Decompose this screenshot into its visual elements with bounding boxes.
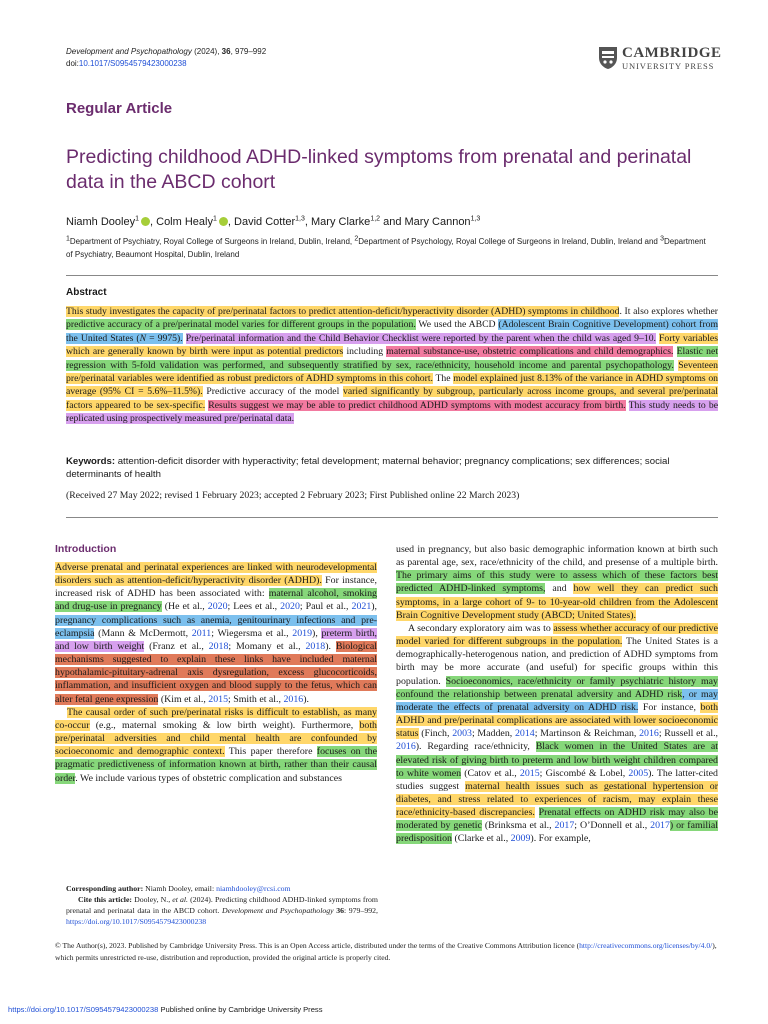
keywords-label: Keywords: — [66, 456, 116, 467]
journal-doi: doi:10.1017/S0954579423000238 — [66, 59, 187, 68]
citation-link[interactable]: 2017 — [554, 820, 575, 832]
article-title: Predicting childhood ADHD-linked symptoms from prenatal and perinatal data in the ABCD cohort — [66, 146, 692, 193]
affiliations: $^1$Department of Psychiatry, Royal College of Surgeons in Ireland, Dublin, Ireland, $^2$Department of Psychology, Royal College of Surgeons in Ireland, Dublin, Ireland and $^3$Department of Psychiatry, Beaumont Hospital, Dublin, Ireland — [66, 235, 706, 259]
citation-link[interactable]: 2011 — [191, 627, 212, 639]
cambridge-shield-icon — [598, 46, 618, 70]
citation-link[interactable]: 2014 — [514, 728, 535, 740]
citation-link[interactable]: 2015 — [519, 767, 540, 779]
citation-link[interactable]: 2018 — [208, 640, 229, 652]
license-link[interactable]: http://creativecommons.org/licenses/by/4.0/ — [579, 941, 713, 950]
divider — [66, 517, 718, 518]
intro-column-right: used in pregnancy, but also basic demographic information known at birth such as parental age, sex, race/ethnicity of the child, and presense of a multiple birth. The primary aims of this study were to assess which of these factors best predicted ADHD-linked symptoms, and how well they can predict such symptoms, in a large cohort of 9- to 10-year-old children from the Adolescent Brain Cognitive Development study (ABCD; United States). A secondary exploratory aim was to assess whether accuracy of our predictive model varied for different subgroups in the population. The United States is a demographically-heterogenous nation, and prediction of ADHD symptoms from birth may be more accurate (and useful) for specific groups within this population. Socioeconomics, race/ethnicity or family psychiatric history may confound the relationship between prenatal adversity and ADHD risk, or may moderate the effects of prenatal adversity on ADHD risk. For instance, both ADHD and pre/perinatal complications are associated with lower socioeconomic status (Finch, 2003; Madden, 2014; Martinson & Reichman, 2016; Russell et al., 2016). Regarding race/ethnicity, Black women in the United States are at elevated risk of giving birth to preterm and low birth weight children compared to white women (Catov et al., 2015; Giscombé & Lobel, 2005). The latter-cited studies suggest maternal health issues such as gestational hypertension or diabetes, and stress related to experiences of racism, may explain these race/ethnicity-based discrepancies. Prenatal effects on ADHD risk may also be moderated by genetic (Brinksma et al., 2017; O’Donnell et al., 2017) or familial predisposition (Clarke et al., 2009). For example, — [396, 544, 719, 845]
email-link[interactable]: niamhdooley@rcsi.com — [216, 884, 291, 893]
citation-link[interactable]: 2020 — [280, 601, 300, 613]
journal-volume: 36 — [221, 47, 231, 56]
citation-link[interactable]: 2016 — [283, 693, 304, 705]
publisher-subname: UNIVERSITY PRESS — [622, 61, 715, 71]
citation-link[interactable]: 2009 — [510, 833, 531, 845]
citation-link[interactable]: 2005 — [628, 767, 649, 779]
citation-link[interactable]: 2016 — [396, 741, 416, 753]
author: Colm Healy$^1$ , — [156, 215, 235, 228]
keywords: Keywords: attention-deficit disorder with hyperactivity; fetal development; maternal behavior; pregnancy complications; sex differences; social determinants of health — [66, 456, 670, 480]
article-type: Regular Article — [66, 100, 173, 117]
license-note: © The Author(s), 2023. Published by Cambridge University Press. This is an Open Access article, distributed under the terms of the Creative Commons Attribution licence (http://creativecommons.org/licenses/by/4.0/), which permits unrestricted re-use, distribution and reproduction, provided the original article is properly cited. — [55, 941, 717, 962]
citation-link[interactable]: 2017 — [650, 820, 670, 832]
corresponding-author-note: Corresponding author: Niamh Dooley, email: niamhdooley@rcsi.com Cite this article: Dooley, N., et al. (2024). Predicting childhood ADHD-linked symptoms from prenatal and perinatal data in the ABCD cohort. Development and Psychopathology 36: 979–992, https://doi.org/10.1017/S0954579423000238 — [66, 884, 379, 926]
footer-doi-link[interactable]: https://doi.org/10.1017/S0954579423000238 — [8, 1005, 159, 1014]
intro-column-left: Adverse prenatal and perinatal experiences are linked with neurodevelopmental disorders such as attention-deficit/hyperactivity disorder (ADHD). For instance, increased risk of ADHD has been associated with: maternal alcohol, smoking and drug-use in pregnancy (He et al., 2020; Lees et al., 2020; Paul et al., 2021), pregnancy complications such as anemia, genitourinary infections and pre-eclampsia (Mann & McDermott, 2011; Wiegersma et al., 2019), preterm birth, and low birth weight (Franz et al., 2018; Momany et al., 2018). Biological mechanisms suggested to explain these links have included maternal hypothalamic-pituitary-adrenal axis dysregulation, excess glucocorticoids, inflammation, and insufficient oxygen and blood supply to the fetus, which can alter fetal gene expression (Kim et al., 2015; Smith et al., 2016). The causal order of such pre/perinatal risks is difficult to establish, as many co-occur (e.g., maternal smoking & low birth weight). Furthermore, both pre/perinatal adversities and child mental health are confounded by socioeconomic and demographic context. This paper therefore focuses on the pragmatic predictiveness of information known at birth, rather than their causal order. We include various types of obstetric complication and substances — [55, 562, 378, 784]
section-heading-introduction: Introduction — [55, 543, 117, 555]
received-dates: (Received 27 May 2022; revised 1 February 2023; accepted 2 February 2023; First Published online 22 March 2023) — [66, 490, 520, 501]
publisher-logo — [598, 45, 720, 73]
journal-citation: Development and Psychopathology (2024), 36, 979–992 — [66, 47, 267, 56]
citation-link[interactable]: 2015 — [208, 693, 229, 705]
citation-link[interactable]: 2003 — [452, 728, 472, 740]
journal-header — [66, 46, 266, 70]
author: Mary Clarke$^{1,2}$ and — [311, 215, 405, 228]
orcid-icon[interactable] — [219, 217, 228, 226]
author-list — [66, 214, 480, 230]
journal-name: Development and Psychopathology — [66, 47, 192, 56]
citation-link[interactable]: 2019 — [292, 627, 313, 639]
author: Niamh Dooley$^1$ , — [66, 215, 157, 228]
orcid-icon[interactable] — [141, 217, 150, 226]
doi-link[interactable]: 10.1017/S0954579423000238 — [78, 59, 187, 68]
author: David Cotter$^{1,3}$, — [234, 215, 312, 228]
citation-link[interactable]: 2018 — [305, 640, 326, 652]
citation-link[interactable]: 2021 — [351, 601, 372, 613]
page-footer: https://doi.org/10.1017/S0954579423000238 Published online by Cambridge University Press — [8, 1005, 323, 1014]
publisher-name: CAMBRIDGE — [622, 45, 722, 61]
citation-link[interactable]: 2016 — [639, 728, 659, 740]
abstract-body: This study investigates the capacity of pre/perinatal factors to predict attention-deficit/hyperactivity disorder (ADHD) symptoms in childhood. It also explores whether predictive accuracy of a pre/perinatal model varies for different groups in the population. We used the ABCD (Adolescent Brain Cognitive Development) cohort from the United States (N = 9975). Pre/perinatal information and the Child Behavior Checklist were reported by the parent when the child was aged 9–10. Forty variables which are generally known by birth were input as potential predictors including maternal substance-use, obstetric complications and child demographics. Elastic net regression with 5-fold validation was performed, and subsequently stratified by sex, race/ethnicity, household income and parental psychopathology. Seventeen pre/perinatal variables were identified as robust predictors of ADHD symptoms in this cohort. The model explained just 8.13% of the variance in ADHD symptoms on average (95% CI = 5.6%–11.5%). Predictive accuracy of the model varied significantly by subgroup, particularly across income groups, and several pre/perinatal factors appeared to be sex-specific. Results suggest we may be able to predict childhood ADHD symptoms with modest accuracy from birth. This study needs to be replicated using prospectively measured pre/perinatal data. — [66, 306, 719, 425]
author: Mary Cannon$^{1,3}$ — [404, 215, 481, 228]
doi-link[interactable]: https://doi.org/10.1017/S0954579423000238 — [66, 917, 207, 926]
divider — [66, 275, 718, 276]
citation-link[interactable]: 2020 — [207, 601, 228, 613]
abstract-heading: Abstract — [66, 287, 107, 298]
